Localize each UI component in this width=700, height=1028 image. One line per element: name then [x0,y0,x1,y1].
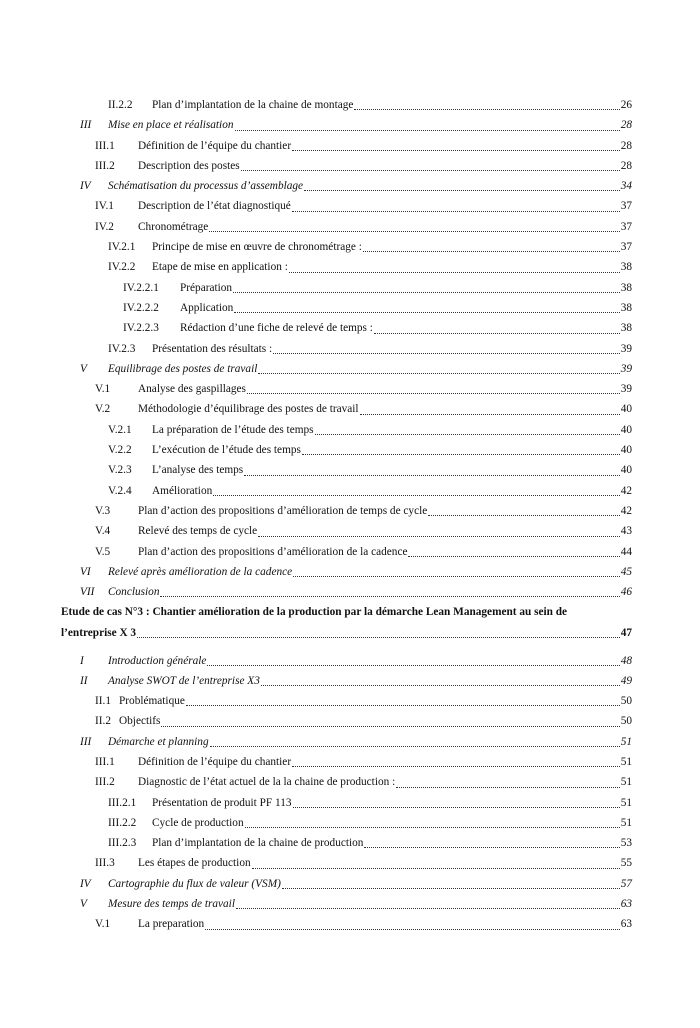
dot-leader [282,888,620,889]
toc-entry-number: III.2.1 [108,796,137,809]
toc-entry-title: Présentation des résultats : [152,342,273,355]
dot-leader [137,637,620,638]
dot-leader [354,109,619,110]
toc-entry-title: Diagnostic de l’état actuel de la la chaine de production : [138,776,396,789]
toc-section-before [0,95,700,602]
toc-entry-page: 51 [620,816,632,829]
toc-entry-page: 50 [620,695,632,708]
toc-entry[interactable] [0,732,700,752]
dot-leader [235,130,620,131]
table-of-contents [0,95,700,935]
toc-entry-title: Plan d’implantation de la chaine de montage [152,99,354,111]
dot-leader [261,685,620,686]
toc-entry-title: La preparation [138,918,205,931]
dot-leader [363,251,620,252]
toc-entry-number: IV.2 [95,220,114,233]
toc-entry-title: L’exécution de l’étude des temps [152,444,301,457]
dot-leader [247,393,620,394]
toc-entry[interactable] [0,813,700,833]
toc-entry-number: IV.2.2.3 [123,322,159,335]
toc-entry-title: Préparation [180,281,233,294]
toc-entry-number: V.3 [95,504,111,517]
dot-leader [428,515,619,516]
dot-leader [241,170,620,171]
toc-entry-page: 38 [620,301,632,314]
toc-entry-number: V.1 [95,918,111,931]
toc-entry-page: 51 [620,796,632,809]
toc-entry[interactable] [0,894,700,914]
toc-entry-number: IV.2.2.1 [123,281,159,294]
dot-leader [360,414,620,415]
toc-entry[interactable] [0,711,700,731]
toc-entry-page: 48 [620,654,632,667]
toc-entry-page: 46 [620,586,632,599]
toc-entry[interactable] [0,582,700,602]
toc-entry[interactable] [0,671,700,691]
toc-entry-number: III.3 [95,857,115,870]
toc-entry-page: 37 [620,220,632,233]
toc-entry-number: IV.1 [95,200,114,213]
toc-entry-title: Schématisation du processus d’assemblage [108,180,304,193]
toc-entry[interactable] [0,379,700,399]
toc-entry[interactable] [0,874,700,894]
toc-entry-page: 40 [620,464,632,477]
toc-entry-page: 37 [620,241,632,254]
toc-entry-number: III.1 [95,139,115,152]
dot-leader [210,746,620,747]
toc-entry-number: V.2.2 [108,444,132,457]
dot-leader [293,807,620,808]
dot-leader [273,353,620,354]
toc-entry-number: IV.2.3 [108,342,136,355]
toc-entry-title: Objectifs [119,715,161,728]
toc-entry[interactable] [0,176,700,196]
toc-entry-page: 42 [620,484,632,497]
toc-entry-title: Description des postes [138,159,240,172]
toc-entry-number: V.4 [95,525,111,538]
toc-entry-page: 42 [620,504,632,517]
toc-entry-number: VII [80,586,95,599]
toc-entry[interactable] [0,217,700,237]
toc-entry-title: Introduction générale [108,654,207,667]
dot-leader [161,726,619,727]
toc-entry-page: 40 [620,423,632,436]
dot-leader [258,536,620,537]
toc-entry-number: III.2.2 [108,816,137,829]
dot-leader [408,556,619,557]
toc-entry-number: V.2.1 [108,423,132,436]
toc-entry-number: IV.2.2.2 [123,301,159,314]
toc-entry-page: 39 [620,362,632,375]
toc-entry[interactable] [0,156,700,176]
toc-entry[interactable] [0,136,700,156]
toc-entry-title: Relevé des temps de cycle [138,525,258,538]
toc-entry-title: Plan d’implantation de la chaine de production [152,837,364,850]
dot-leader [292,766,620,767]
toc-entry-number: V.1 [95,383,111,396]
toc-entry-title: Principe de mise en œuvre de chronométrage : [152,241,362,254]
dot-leader [236,908,620,909]
toc-entry[interactable] [0,542,700,562]
toc-entry-page: 26 [620,99,632,111]
toc-entry-page: 43 [620,525,632,538]
dot-leader [292,150,620,151]
toc-entry[interactable] [0,691,700,711]
toc-entry-page: 49 [620,674,632,687]
toc-entry[interactable] [0,853,700,873]
toc-entry-number: V.2.4 [108,484,132,497]
toc-entry-title: Cartographie du flux de valeur (VSM) [108,877,281,890]
dot-leader [374,333,620,334]
dot-leader [233,292,620,293]
toc-entry[interactable] [0,460,700,480]
toc-entry-number: III [80,119,92,132]
toc-entry[interactable] [0,95,700,115]
dot-leader [244,475,620,476]
dot-leader [186,705,620,706]
toc-entry-title: Mise en place et réalisation [108,119,234,132]
toc-entry-page: 63 [620,898,632,911]
toc-entry-number: V.2.3 [108,464,132,477]
dot-leader [160,596,619,597]
toc-entry-title: Méthodologie d’équilibrage des postes de travail [138,403,359,416]
dot-leader [205,929,620,930]
toc-entry-page: 28 [620,159,632,172]
toc-entry-number: III.2 [95,159,115,172]
toc-entry[interactable] [0,772,700,792]
toc-entry-title: Cycle de production [152,816,244,829]
dot-leader [245,827,620,828]
dot-leader [289,272,620,273]
toc-entry-page: 63 [620,918,632,931]
toc-entry-page: 51 [620,735,632,748]
toc-entry[interactable] [0,278,700,298]
toc-entry[interactable] [0,833,700,853]
toc-entry-page: 51 [620,776,632,789]
toc-entry[interactable] [0,339,700,359]
case-heading-line1: Etude de cas N°3 : Chantier amélioration de la production par la démarche Lean Management au sein de [61,606,568,619]
dot-leader [292,211,620,212]
toc-entry-page: 45 [620,565,632,578]
toc-entry-number: V [80,362,87,375]
toc-entry-number: I [80,654,84,667]
toc-entry-number: IV [80,180,91,193]
toc-section-after [0,651,700,935]
toc-entry-title: Equilibrage des postes de travail [108,362,258,375]
toc-entry-title: Amélioration [152,484,213,497]
toc-entry-number: II.2.2 [108,99,133,111]
dot-leader [293,576,620,577]
toc-entry-title: Conclusion [108,586,160,599]
toc-entry-number: III [80,735,92,748]
toc-entry[interactable] [0,420,700,440]
toc-entry-page: 28 [620,119,632,132]
toc-entry-page: 38 [620,281,632,294]
toc-entry-page: 39 [620,342,632,355]
toc-entry-title: Description de l’état diagnostiqué [138,200,291,213]
toc-entry-title: Définition de l’équipe du chantier [138,139,292,152]
toc-entry-page: 50 [620,715,632,728]
toc-entry[interactable] [0,399,700,419]
toc-entry[interactable] [0,196,700,216]
toc-entry-title: Les étapes de production [138,857,251,870]
dot-leader [302,454,620,455]
toc-entry-page: 55 [620,857,632,870]
toc-case-study-heading[interactable] [0,602,700,643]
toc-entry-number: III.2.3 [108,837,137,850]
toc-entry-title: L’analyse des temps [152,464,244,477]
toc-entry-title: Analyse SWOT de l’entreprise X3 [108,674,260,687]
toc-entry-page: 57 [620,877,632,890]
toc-entry-page: 39 [620,383,632,396]
toc-entry-number: VI [80,565,91,578]
toc-entry-page: 44 [620,545,632,558]
toc-entry-number: V.5 [95,545,111,558]
dot-leader [315,434,620,435]
toc-entry-title: Plan d’action des propositions d’amélioration de la cadence [138,545,408,558]
toc-entry-title: Application [180,301,234,314]
toc-entry-title: Relevé après amélioration de la cadence [108,565,293,578]
case-heading-page: 47 [620,626,632,639]
toc-entry-number: III.2 [95,776,115,789]
toc-entry-page: 40 [620,444,632,457]
toc-entry-title: Etape de mise en application : [152,261,288,274]
toc-entry-title: Chronométrage [138,220,209,233]
toc-entry[interactable] [0,257,700,277]
toc-entry[interactable] [0,562,700,582]
toc-entry-title: La préparation de l’étude des temps [152,423,314,436]
toc-entry-page: 34 [620,180,632,193]
toc-entry[interactable] [0,752,700,772]
toc-entry[interactable] [0,914,700,934]
dot-leader [234,312,619,313]
toc-entry-number: IV [80,877,91,890]
dot-leader [304,190,620,191]
toc-entry-page: 53 [620,837,632,850]
toc-entry-page: 37 [620,200,632,213]
toc-entry-number: II.1 [95,695,111,708]
dot-leader [364,847,619,848]
toc-entry[interactable] [0,237,700,257]
toc-entry[interactable] [0,651,700,671]
toc-entry[interactable] [0,318,700,338]
toc-entry-number: II [80,674,88,687]
toc-entry[interactable] [0,440,700,460]
dot-leader [207,665,619,666]
toc-entry-number: III.1 [95,756,115,768]
toc-entry-title: Démarche et planning [108,735,209,748]
toc-entry[interactable] [0,298,700,318]
case-heading-line2: l’entreprise X 3 [61,626,137,639]
toc-entry[interactable] [0,521,700,541]
toc-entry[interactable] [0,481,700,501]
toc-entry-page: 51 [620,756,632,768]
toc-entry-title: Définition de l’équipe du chantier [138,756,292,768]
toc-entry[interactable] [0,793,700,813]
toc-entry-title: Plan d’action des propositions d’amélioration de temps de cycle [138,504,428,517]
toc-entry-title: Mesure des temps de travail [108,898,235,911]
toc-entry-title: Analyse des gaspillages [138,383,246,396]
toc-entry-number: V [80,898,87,911]
toc-entry[interactable] [0,115,700,135]
dot-leader [258,373,619,374]
dot-leader [252,868,620,869]
toc-entry-title: Rédaction d’une fiche de relevé de temps : [180,322,373,335]
toc-entry-number: II.2 [95,715,111,728]
toc-entry-page: 38 [620,322,632,335]
dot-leader [213,495,619,496]
toc-entry-number: IV.2.1 [108,241,136,254]
toc-entry-title: Présentation de produit PF 113 [152,796,292,809]
toc-entry-page: 38 [620,261,632,274]
dot-leader [396,787,619,788]
toc-entry-page: 28 [620,139,632,152]
toc-entry[interactable] [0,359,700,379]
toc-entry[interactable] [0,501,700,521]
dot-leader [209,231,619,232]
toc-entry-number: V.2 [95,403,111,416]
toc-entry-title: Problématique [119,695,185,708]
toc-entry-number: IV.2.2 [108,261,136,274]
toc-entry-page: 40 [620,403,632,416]
